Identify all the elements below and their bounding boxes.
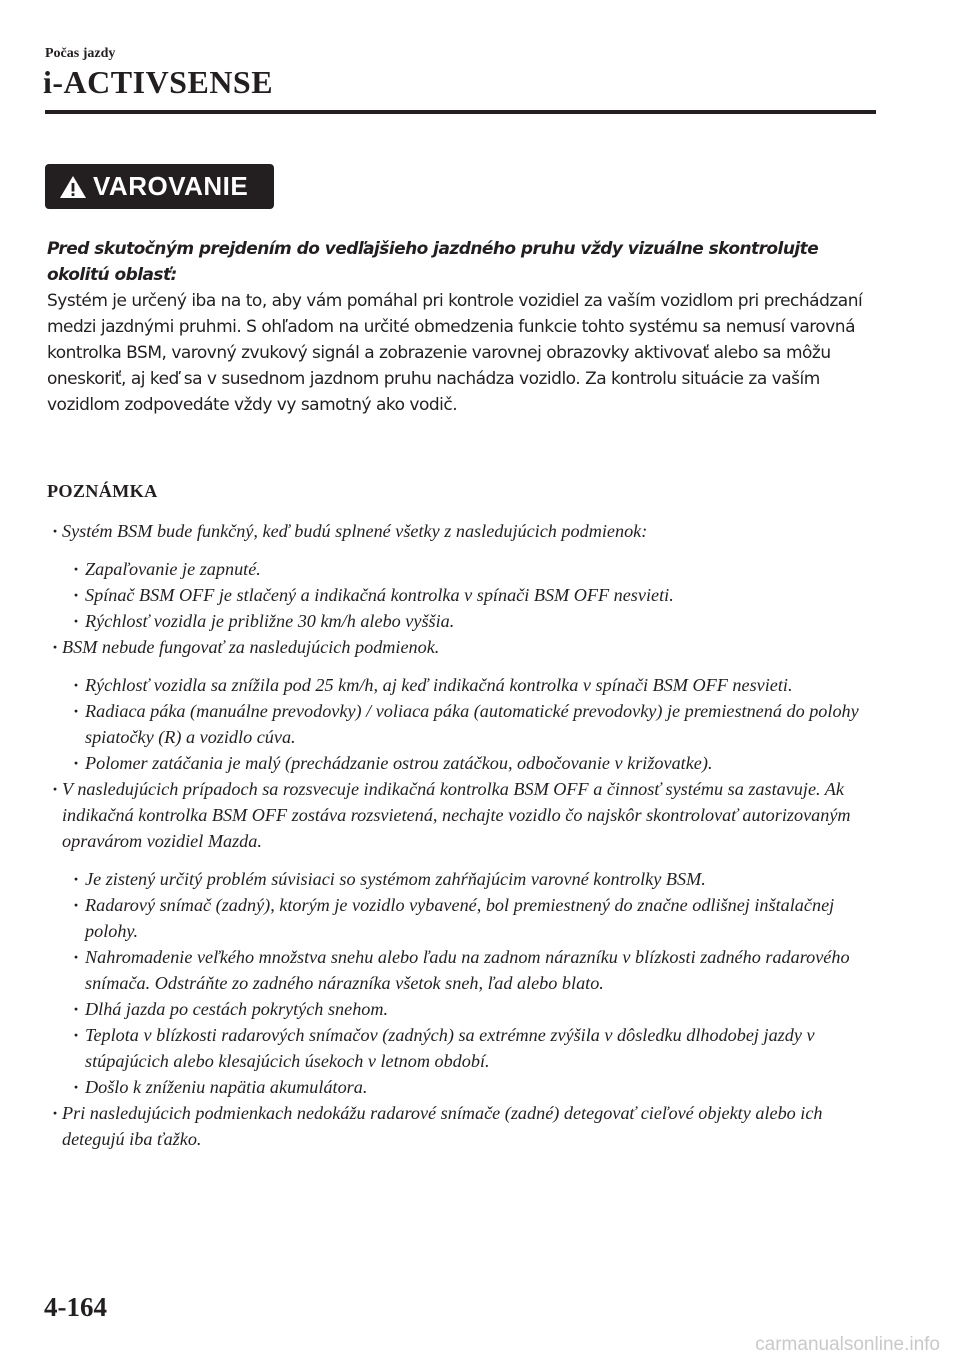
- note-item: · Pri nasledujúcich podmienkach nedokážu radarové snímače (zadné) detegovať cieľové objekty alebo ich detegujú iba ťažko.: [47, 1100, 877, 1152]
- note-item: · BSM nebude fungovať za nasledujúcich podmienok.: [47, 634, 877, 660]
- note-subitem: · Radiaca páka (manuálne prevodovky) / voliaca páka (automatické prevodovky) je premiestnená do polohy spiatočky (R) a vozidlo cúva.: [47, 698, 877, 750]
- warning-text: [47, 236, 877, 418]
- warning-heading: Pred skutočným prejdením do vedľajšieho jazdného pruhu vždy vizuálne skontrolujte okolitú oblasť:: [47, 239, 819, 285]
- note-subitem: · Zapaľovanie je zapnuté.: [47, 556, 877, 582]
- note-section: [47, 478, 877, 1152]
- note-subitem: · Polomer zatáčania je malý (prechádzanie ostrou zatáčkou, odbočovanie v križovatke).: [47, 750, 877, 776]
- note-subitem: · Spínač BSM OFF je stlačený a indikačná kontrolka v spínači BSM OFF nesvieti.: [47, 582, 877, 608]
- page-number: 4-164: [44, 1292, 107, 1322]
- note-subitem: · Radarový snímač (zadný), ktorým je vozidlo vybavené, bol premiestnený do značne odlišnej inštalačnej polohy.: [47, 892, 877, 944]
- note-subitem: · Teplota v blízkosti radarových snímačov (zadných) sa extrémne zvýšila v dôsledku dlhodobej jazdy v stúpajúcich alebo klesajúcich úsekoch v letnom období.: [47, 1022, 877, 1074]
- note-subitem: · Rýchlosť vozidla sa znížila pod 25 km/h, aj keď indikačná kontrolka v spínači BSM OFF nesvieti.: [47, 672, 877, 698]
- note-item: · V nasledujúcich prípadoch sa rozsvecuje indikačná kontrolka BSM OFF a činnosť systému sa zastavuje. Ak indikačná kontrolka BSM OFF zostáva rozsvietená, nechajte vozidlo čo najskôr skontrolovať autorizovaným opravárom vozidiel Mazda.: [47, 776, 877, 854]
- chapter-title: i-ACTIVSENSE: [43, 64, 274, 100]
- watermark: carmanualsonline.info: [755, 1334, 940, 1355]
- note-subitem: · Rýchlosť vozidla je približne 30 km/h alebo vyššia.: [47, 608, 877, 634]
- warning-body: Systém je určený iba na to, aby vám pomáhal pri kontrole vozidiel za vaším vozidlom pri prechádzaní medzi jazdnými pruhmi. S ohľadom na určité obmedzenia funkcie tohto systému sa nemusí varovná kontrolka BSM, varovný zvukový signál a zobrazenie varovnej obrazovky aktivovať alebo sa môžu oneskoriť, aj keď sa v susednom jazdnom pruhu nachádza vozidlo. Za kontrolu situácie za vaším vozidlom zodpovedáte vždy vy samotný ako vodič.: [47, 291, 863, 415]
- note-subitem: · Je zistený určitý problém súvisiaci so systémom zahŕňajúcim varovné kontrolky BSM.: [47, 866, 877, 892]
- warning-triangle-icon: [59, 174, 87, 200]
- note-subitem: · Dlhá jazda po cestách pokrytých snehom.: [47, 996, 877, 1022]
- warning-badge: [45, 164, 274, 209]
- warning-label: VAROVANIE: [93, 171, 249, 201]
- section-title: Počas jazdy: [45, 46, 116, 61]
- header-divider: [45, 110, 876, 114]
- note-subitem: · Došlo k zníženiu napätia akumulátora.: [47, 1074, 877, 1100]
- note-title: POZNÁMKA: [47, 481, 158, 501]
- note-subitem: · Nahromadenie veľkého množstva snehu alebo ľadu na zadnom nárazníku v blízkosti zadného radarového snímača. Odstráňte zo zadného nárazníka všetok sneh, ľad alebo blato.: [47, 944, 877, 996]
- note-item: · Systém BSM bude funkčný, keď budú splnené všetky z nasledujúcich podmienok:: [47, 518, 877, 544]
